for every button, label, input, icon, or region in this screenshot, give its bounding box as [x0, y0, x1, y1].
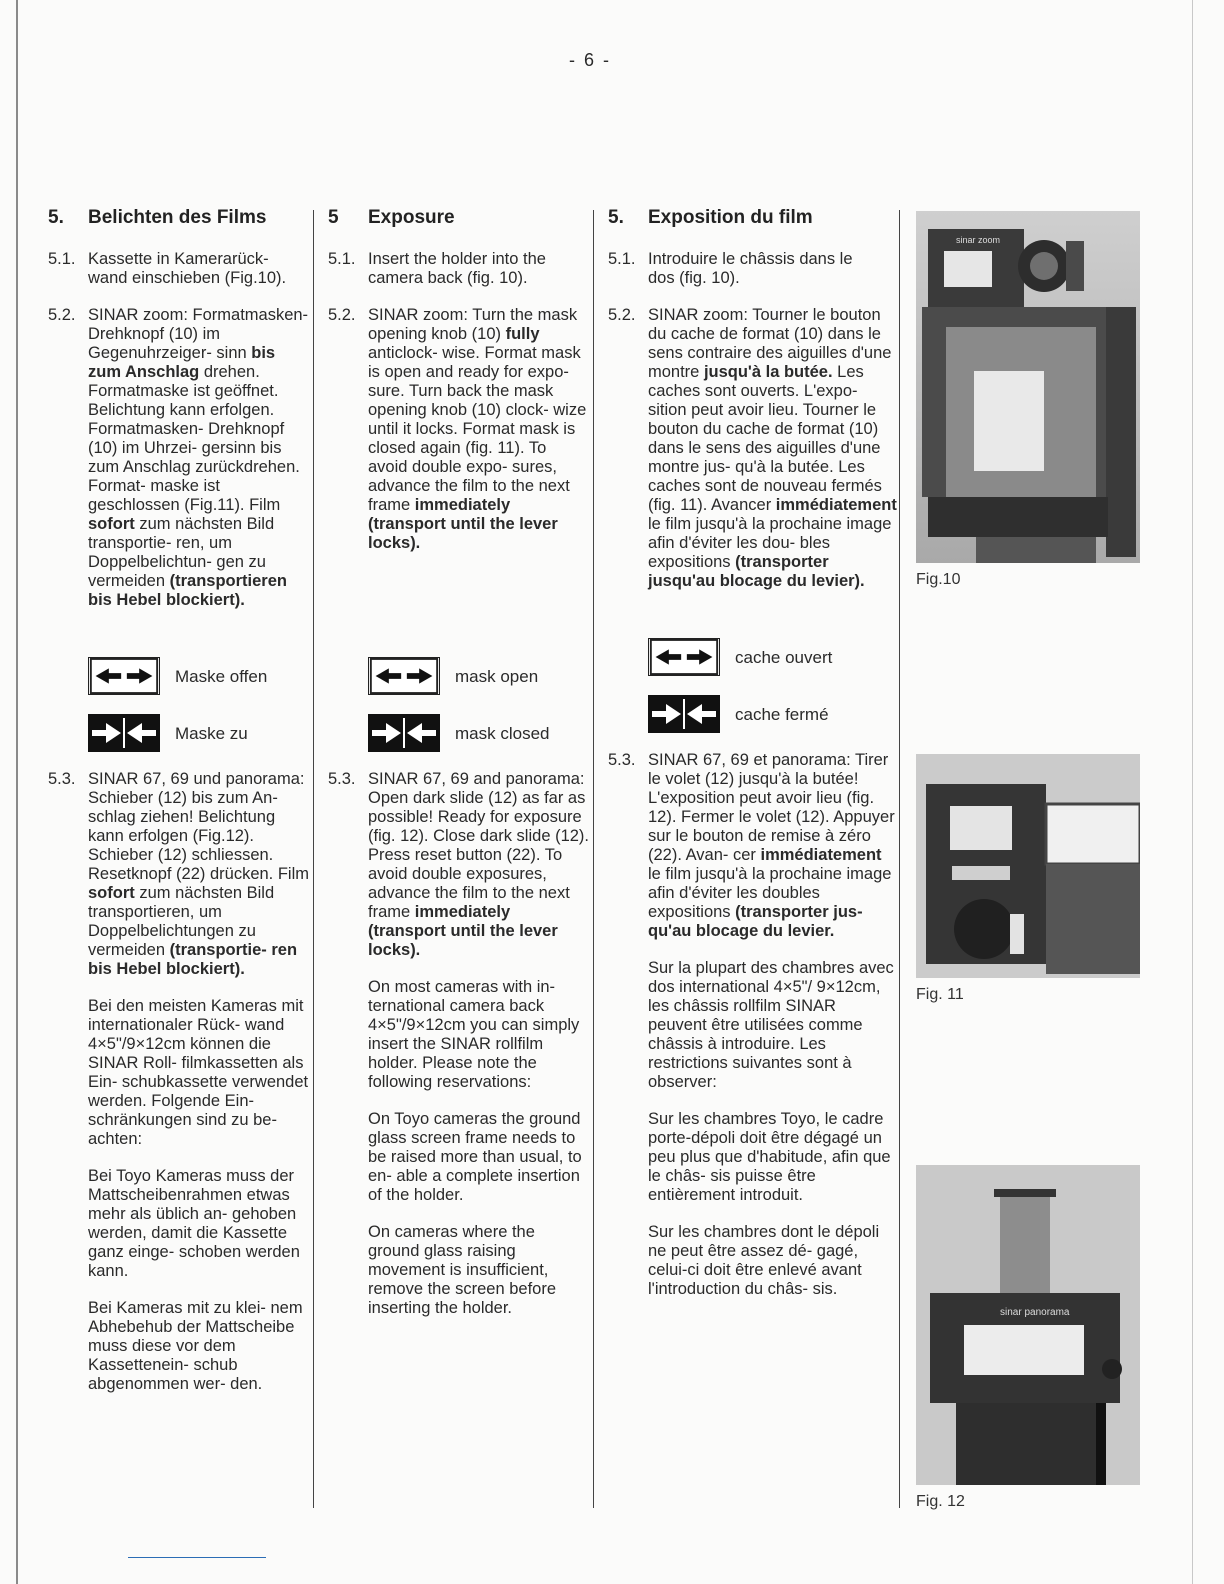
step-text: SINAR zoom: Formatmasken-Drehknopf (10) im Gegenuhrzeiger- sinn: [88, 306, 309, 362]
step-5-1: [328, 250, 590, 288]
step-text: Insert the holder into the camera back (fig. 10).: [368, 250, 546, 287]
column-divider: [313, 210, 314, 1508]
paragraph: Bei Kameras mit zu klei- nem Abhebehub der Mattscheibe muss diese vor dem Kassettenein- schub abgenommen wer- den.: [88, 1299, 303, 1393]
section-number: 5.: [608, 207, 624, 228]
mask-closed-icon: [368, 714, 440, 752]
step-bold-text: (transportieren bis Hebel blockiert).: [88, 572, 287, 609]
camera-back-photo: [916, 211, 1140, 563]
legend-label: mask closed: [455, 723, 550, 743]
step-number: 5.1.: [328, 250, 356, 268]
step-5-1: [608, 250, 898, 288]
column-french: [608, 206, 898, 1317]
legend-row-closed: [88, 713, 310, 753]
figure-caption: Fig. 12: [916, 1493, 965, 1510]
mask-open-icon: [368, 657, 440, 695]
section-number: 5: [328, 207, 339, 228]
step-bold-text: sofort: [88, 515, 135, 533]
legend-row-open: [88, 656, 310, 696]
step-5-2: [48, 306, 310, 610]
step-number: 5.3.: [48, 770, 76, 788]
step-bold-text: immédiatement: [760, 846, 882, 864]
paragraph: Sur les chambres dont le dépoli ne peut être assez dé- gagé, celui-ci doit être enlevé avant l'introduction du châs- sis.: [648, 1223, 880, 1298]
footer-line: [128, 1557, 266, 1558]
step-number: 5.2.: [48, 306, 76, 324]
column-english: [328, 206, 590, 1336]
page-number: - 6 -: [568, 50, 611, 70]
paragraph: On cameras where the ground glass raising movement is insufficient, remove the screen before inserting the holder.: [368, 1223, 557, 1317]
legend-row-closed: [648, 694, 898, 734]
step-number: 5.3.: [608, 751, 636, 769]
figure-12: [916, 1165, 1140, 1511]
step-5-1: [48, 250, 310, 288]
step-bold-text: (transporter jusqu'au blocage du levier).: [648, 553, 865, 590]
legend-label: cache ouvert: [735, 647, 833, 667]
step-5-2: [608, 306, 898, 591]
step-number: 5.2.: [328, 306, 356, 324]
legend-row-open: [648, 637, 898, 677]
step-5-3: [48, 770, 310, 979]
column-german: [48, 206, 310, 1412]
legend-row-open: [368, 656, 590, 696]
figure-caption: Fig. 11: [916, 986, 964, 1003]
section-title: Exposure: [368, 207, 455, 228]
mask-open-icon: [648, 638, 720, 676]
paragraph: Sur les chambres Toyo, le cadre porte-dépoli doit être dégagé un peu plus que d'habitude, afin que le châs- sis puisse être entièrement introduit.: [648, 1110, 891, 1204]
step-text: anticlock- wise. Format mask is open and ready for expo- sure. Turn back the mask opening knob (10) clock- wize until it locks. Format mask is closed again (fig. 11). To avoid double expo- sures, advance the film to the next frame: [368, 344, 587, 514]
figure-11: [916, 754, 1140, 1004]
holder-label: sinar panorama: [1000, 1307, 1070, 1318]
step-text: le film jusqu'à la prochaine image afin d'éviter les doubles expositions: [648, 865, 892, 921]
section-heading-german: [48, 206, 310, 230]
step-number: 5.1.: [608, 250, 636, 268]
scan-edge-right: [1192, 0, 1193, 1584]
step-text: Introduire le châssis dans le dos (fig. 10).: [648, 250, 853, 287]
step-bold-text: (transportie- ren bis Hebel blockiert).: [88, 941, 298, 978]
step-number: 5.3.: [328, 770, 356, 788]
step-bold-text: immediately (transport until the lever locks).: [368, 496, 558, 552]
holder-label: sinar zoom: [956, 235, 1001, 245]
mask-legend: [88, 656, 310, 753]
step-5-3: [608, 751, 898, 941]
step-text: SINAR 67, 69 et panorama: Tirer le volet (12) jusqu'à la butée! L'exposition peut avoir lieu (fig. 12). Fermer le volet (12). Appuyer sur le bouton de remise à zéro (22). Avan- cer: [648, 751, 895, 864]
legend-label: cache fermé: [735, 704, 829, 724]
section-title: Exposition du film: [648, 207, 813, 228]
section-heading-english: [328, 206, 590, 230]
step-text: SINAR 67, 69 und panorama: Schieber (12) bis zum An- schlag ziehen! Belichtung kann erfolgen (Fig.12). Schieber (12) schliessen. Resetknopf (22) drücken. Film: [88, 770, 310, 883]
section-title: Belichten des Films: [88, 207, 267, 228]
section-number: 5.: [48, 207, 64, 228]
mask-closed-icon: [648, 695, 720, 733]
mask-legend: [648, 637, 898, 734]
step-text: SINAR 67, 69 and panorama: Open dark slide (12) as far as possible! Ready for exposure (fig. 12). Close dark slide (12). Press reset button (22). To avoid double exposures, advance the film to the next frame: [368, 770, 590, 921]
figure-10: [916, 211, 1140, 589]
step-text: SINAR zoom: Tourner le bouton du cache de format (10) dans le sens contraire des aiguilles d'une montre: [648, 306, 892, 381]
paragraph: Bei den meisten Kameras mit internationaler Rück- wand 4×5"/9×12cm können die SINAR Roll- filmkassetten als Ein- schubkassette verwendet werden. Folgende Ein- schränkungen sind zu be- achten:: [88, 997, 309, 1148]
step-text: Les caches sont ouverts. L'expo- sition peut avoir lieu. Tourner le bouton du cache de format (10) dans le sens des aiguilles d'une montre jus- qu'à la butée. Les caches sont de nouveau fermés (fig. 11). Avancer: [648, 363, 882, 514]
step-5-2: [328, 306, 590, 553]
step-text: SINAR zoom: Turn the mask opening knob (10): [368, 306, 578, 343]
step-text: zum nächsten Bild transportieren, um Doppelbelichtungen zu vermeiden: [88, 884, 275, 959]
mask-closed-icon: [88, 714, 160, 752]
paragraph: Sur la plupart des chambres avec dos international 4×5"/ 9×12cm, les châssis rollfilm SINAR peuvent être utilisées comme châssis à introduire. Les restrictions suivantes sont à observer:: [648, 959, 894, 1091]
step-number: 5.1.: [48, 250, 76, 268]
legend-label: Maske offen: [175, 666, 268, 686]
step-bold-text: fully: [505, 325, 540, 343]
legend-label: mask open: [455, 666, 539, 686]
step-text: Kassette in Kamerarück- wand einschieben (Fig.10).: [88, 250, 287, 287]
legend-label: Maske zu: [175, 723, 248, 743]
step-text: zum nächsten Bild transportie- ren, um Doppelbelichtun- gen zu vermeiden: [88, 515, 275, 590]
step-text: le film jusqu'à la prochaine image afin d'éviter les dou- bles expositions: [648, 515, 892, 571]
paragraph: Bei Toyo Kameras muss der Mattscheibenrahmen etwas mehr als üblich an- gehoben werden, damit die Kassette ganz einge- schoben werden kann.: [88, 1167, 300, 1280]
mask-open-icon: [88, 657, 160, 695]
figure-caption: Fig.10: [916, 571, 961, 588]
step-bold-text: bis zum Anschlag: [88, 344, 276, 381]
legend-row-closed: [368, 713, 590, 753]
step-number: 5.2.: [608, 306, 636, 324]
mask-legend: [368, 656, 590, 753]
panorama-holder-photo: [916, 1165, 1140, 1485]
step-bold-text: (transporter jus- qu'au blocage du levier.: [648, 903, 863, 940]
rollfilm-holder-photo: [916, 754, 1140, 978]
column-divider: [593, 210, 594, 1508]
paragraph: On most cameras with in- ternational camera back 4×5"/9×12cm you can simply insert the SINAR rollfilm holder. Please note the following reservations:: [368, 978, 580, 1091]
step-bold-text: sofort: [88, 884, 135, 902]
step-bold-text: immédiatement: [775, 496, 897, 514]
step-5-3: [328, 770, 590, 960]
step-bold-text: jusqu'à la butée.: [703, 363, 833, 381]
paragraph: On Toyo cameras the ground glass screen frame needs to be raised more than usual, to en- able a complete insertion of the holder.: [368, 1110, 582, 1204]
section-heading-french: [608, 206, 898, 230]
step-text: drehen. Formatmaske ist geöffnet. Belichtung kann erfolgen. Formatmasken- Drehknopf (10) im Uhrzei- gersinn bis zum Anschlag zurückdrehen. Format- maske ist geschlossen (Fig.11). Film: [88, 363, 300, 514]
step-bold-text: immediately (transport until the lever locks).: [368, 903, 558, 959]
column-divider: [899, 210, 900, 1508]
scan-edge-left: [16, 0, 18, 1584]
